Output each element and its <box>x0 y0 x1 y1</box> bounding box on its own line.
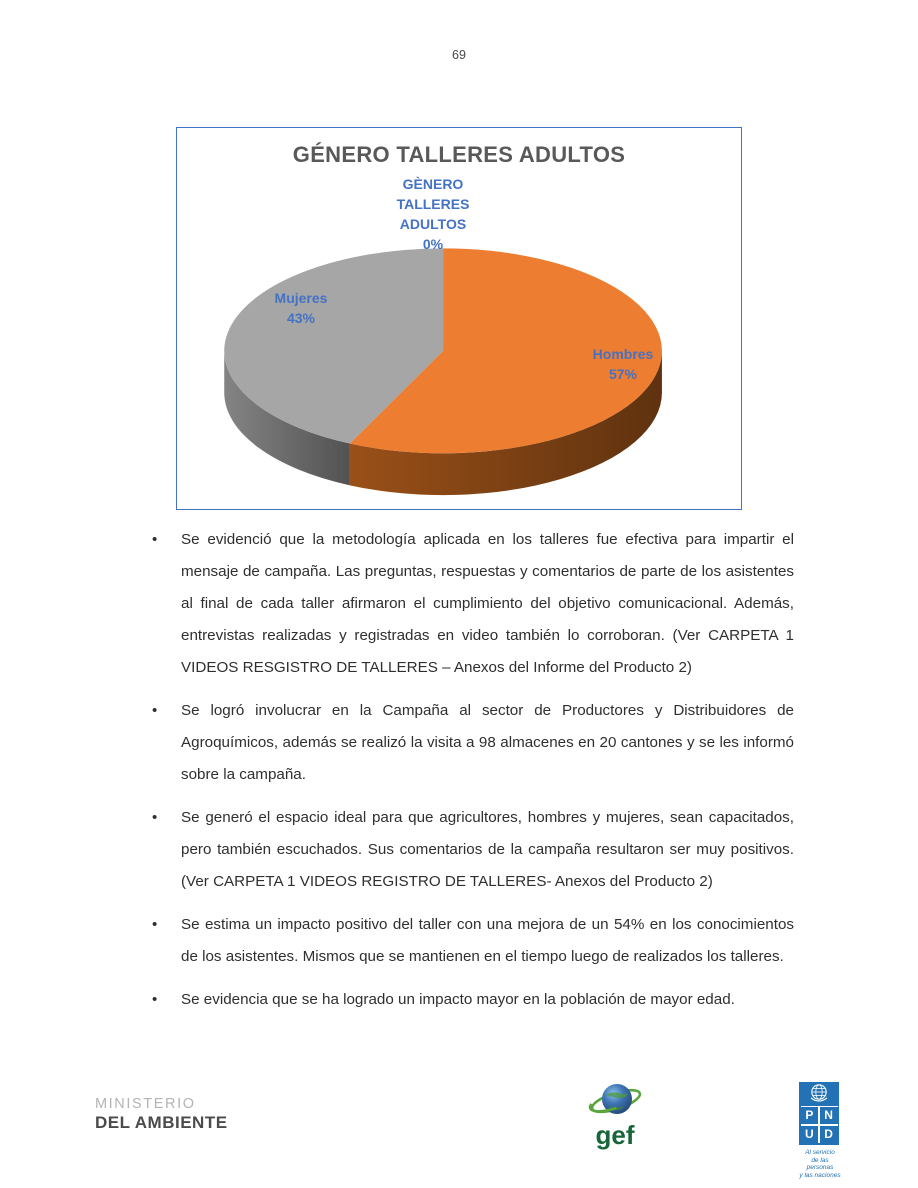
pnud-letter: N <box>820 1107 838 1124</box>
pnud-letter: U <box>801 1126 819 1143</box>
pnud-letter-grid <box>801 1106 838 1143</box>
page-number: 69 <box>452 48 466 62</box>
pie-label-text: Hombres <box>592 346 654 362</box>
gef-globe-icon <box>584 1080 646 1122</box>
pie-label-text: ADULTOS <box>399 216 467 232</box>
un-emblem-icon <box>808 1082 830 1104</box>
pie-label-value: 57% <box>608 366 638 382</box>
bullet-item <box>152 802 794 898</box>
pie-label-zero-slice <box>397 174 470 254</box>
ministerio-ambiente-logo <box>95 1096 228 1133</box>
chart-frame <box>176 127 742 510</box>
pie-label-text: TALLERES <box>396 196 470 212</box>
bullet-text: • Se evidenció que la metodología aplicada en los talleres fue efectiva para impartir el mensaje de campaña. Las preguntas, respuestas y comentarios de parte de los asistentes al final de cada taller afirmaron el cumplimiento del objetivo comunicacional. Además, entrevistas realizadas y registradas en video también lo corroboran. (Ver CARPETA 1 VIDEOS RESGISTRO DE TALLERES – Anexos del Informe del Producto 2) <box>181 531 794 676</box>
gef-logo <box>583 1080 647 1150</box>
pnud-letter: D <box>820 1126 838 1143</box>
bullet-item <box>152 984 794 1016</box>
pnud-letter: P <box>801 1107 819 1124</box>
pie-label-hombres <box>593 344 654 384</box>
pnud-logo <box>799 1079 841 1179</box>
chart-title: GÉNERO TALLERES ADULTOS <box>292 142 626 167</box>
bullet-item <box>152 524 794 684</box>
gef-logo-text: gef <box>595 1120 635 1150</box>
pie-label-text: GÈNERO <box>402 176 464 192</box>
bullet-text: • Se generó el espacio ideal para que agricultores, hombres y mujeres, sean capacitados, pero también escuchados. Sus comentarios de la campaña resultaron ser muy positivos. (Ver CARPETA 1 VIDEOS REGISTRO DE TALLERES- Anexos del Producto 2) <box>181 809 794 890</box>
bullet-list <box>152 524 794 1027</box>
pie-label-value: 43% <box>286 310 316 326</box>
pnud-tagline: Al servicio de las personas y las naciones <box>799 1149 841 1179</box>
pie-label-value: 0% <box>422 236 444 252</box>
bullet-text: • Se evidencia que se ha logrado un impacto mayor en la población de mayor edad. <box>181 991 735 1008</box>
ministerio-logo-line1: MINISTERIO <box>95 1096 196 1112</box>
pie-label-mujeres <box>275 288 328 328</box>
pie-label-text: Mujeres <box>274 290 328 306</box>
pnud-logo-box <box>799 1082 839 1145</box>
bullet-item <box>152 695 794 791</box>
bullet-item <box>152 909 794 973</box>
bullet-text: • Se logró involucrar en la Campaña al sector de Productores y Distribuidores de Agroquímicos, además se realizó la visita a 98 almacenes en 20 cantones y se les informó sobre la campaña. <box>181 702 794 783</box>
bullet-text: • Se estima un impacto positivo del taller con una mejora de un 54% en los conocimientos de los asistentes. Mismos que se mantienen en el tiempo luego de realizados los talleres. <box>181 916 794 965</box>
ministerio-logo-line2: DEL AMBIENTE <box>95 1113 228 1132</box>
